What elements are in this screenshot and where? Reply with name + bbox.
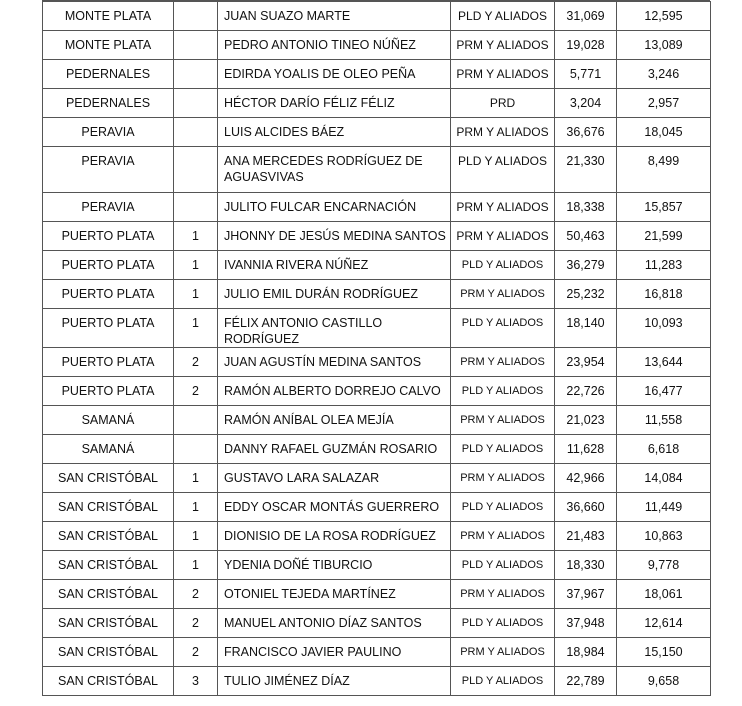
party-cell: PLD Y ALIADOS: [451, 309, 555, 348]
votes-candidate-cell: 5,771: [555, 60, 617, 89]
candidate-cell: DIONISIO DE LA ROSA RODRÍGUEZ: [218, 522, 451, 551]
province-cell: MONTE PLATA: [43, 31, 174, 60]
party-cell: PLD Y ALIADOS: [451, 493, 555, 522]
circunscription-cell: 1: [174, 251, 218, 280]
circunscription-cell: 1: [174, 280, 218, 309]
votes-other-cell: 14,084: [617, 464, 711, 493]
candidate-cell: JULITO FULCAR ENCARNACIÓN: [218, 193, 451, 222]
party-cell: PLD Y ALIADOS: [451, 2, 555, 31]
votes-other-cell: 11,449: [617, 493, 711, 522]
table-row: [43, 580, 711, 609]
votes-other-cell: 3,246: [617, 60, 711, 89]
votes-candidate-cell: 22,726: [555, 377, 617, 406]
province-cell: PUERTO PLATA: [43, 222, 174, 251]
party-cell: PRM Y ALIADOS: [451, 638, 555, 667]
votes-candidate-cell: 18,330: [555, 551, 617, 580]
table-row: [43, 280, 711, 309]
candidate-cell: EDIRDA YOALIS DE OLEO PEÑA: [218, 60, 451, 89]
table-row: [43, 464, 711, 493]
party-cell: PRM Y ALIADOS: [451, 118, 555, 147]
votes-candidate-cell: 11,628: [555, 435, 617, 464]
votes-other-cell: 16,818: [617, 280, 711, 309]
table-row: [43, 147, 711, 193]
votes-other-cell: 13,089: [617, 31, 711, 60]
table-row: [43, 609, 711, 638]
circunscription-cell: 2: [174, 377, 218, 406]
table-row: [43, 31, 711, 60]
party-cell: PLD Y ALIADOS: [451, 147, 555, 193]
circunscription-cell: [174, 31, 218, 60]
province-cell: SAN CRISTÓBAL: [43, 493, 174, 522]
votes-candidate-cell: 37,967: [555, 580, 617, 609]
votes-other-cell: 9,778: [617, 551, 711, 580]
votes-other-cell: 11,283: [617, 251, 711, 280]
candidate-cell: HÉCTOR DARÍO FÉLIZ FÉLIZ: [218, 89, 451, 118]
province-cell: MONTE PLATA: [43, 2, 174, 31]
province-cell: SAN CRISTÓBAL: [43, 551, 174, 580]
party-cell: PLD Y ALIADOS: [451, 435, 555, 464]
candidate-cell: ANA MERCEDES RODRÍGUEZ DE AGUASVIVAS: [218, 147, 451, 193]
candidate-cell: YDENIA DOÑÉ TIBURCIO: [218, 551, 451, 580]
circunscription-cell: 3: [174, 667, 218, 696]
votes-other-cell: 15,150: [617, 638, 711, 667]
votes-other-cell: 9,658: [617, 667, 711, 696]
province-cell: SAMANÁ: [43, 406, 174, 435]
votes-other-cell: 12,614: [617, 609, 711, 638]
votes-other-cell: 15,857: [617, 193, 711, 222]
circunscription-cell: 2: [174, 348, 218, 377]
province-cell: PUERTO PLATA: [43, 348, 174, 377]
province-cell: SAN CRISTÓBAL: [43, 464, 174, 493]
candidate-cell: PEDRO ANTONIO TINEO NÚÑEZ: [218, 31, 451, 60]
table-row: [43, 435, 711, 464]
votes-other-cell: 6,618: [617, 435, 711, 464]
candidate-cell: JULIO EMIL DURÁN RODRÍGUEZ: [218, 280, 451, 309]
results-table-body: [43, 2, 711, 696]
province-cell: PEDERNALES: [43, 60, 174, 89]
table-row: [43, 309, 711, 348]
party-cell: PRM Y ALIADOS: [451, 348, 555, 377]
votes-candidate-cell: 50,463: [555, 222, 617, 251]
candidate-cell: IVANNIA RIVERA NÚÑEZ: [218, 251, 451, 280]
circunscription-cell: [174, 118, 218, 147]
province-cell: PUERTO PLATA: [43, 251, 174, 280]
province-cell: SAN CRISTÓBAL: [43, 638, 174, 667]
election-results-table: [42, 1, 711, 696]
circunscription-cell: 2: [174, 609, 218, 638]
province-cell: PUERTO PLATA: [43, 309, 174, 348]
circunscription-cell: [174, 2, 218, 31]
table-row: [43, 638, 711, 667]
votes-candidate-cell: 37,948: [555, 609, 617, 638]
circunscription-cell: [174, 60, 218, 89]
candidate-cell: RAMÓN ANÍBAL OLEA MEJÍA: [218, 406, 451, 435]
candidate-cell: MANUEL ANTONIO DÍAZ SANTOS: [218, 609, 451, 638]
party-cell: PRM Y ALIADOS: [451, 522, 555, 551]
table-row: [43, 493, 711, 522]
table-row: [43, 551, 711, 580]
candidate-cell: LUIS ALCIDES BÁEZ: [218, 118, 451, 147]
party-cell: PRM Y ALIADOS: [451, 580, 555, 609]
province-cell: PERAVIA: [43, 147, 174, 193]
table-row: [43, 2, 711, 31]
votes-other-cell: 10,863: [617, 522, 711, 551]
votes-other-cell: 18,045: [617, 118, 711, 147]
candidate-cell: OTONIEL TEJEDA MARTÍNEZ: [218, 580, 451, 609]
party-cell: PLD Y ALIADOS: [451, 609, 555, 638]
circunscription-cell: 1: [174, 464, 218, 493]
votes-other-cell: 16,477: [617, 377, 711, 406]
province-cell: SAN CRISTÓBAL: [43, 667, 174, 696]
votes-candidate-cell: 21,330: [555, 147, 617, 193]
votes-other-cell: 18,061: [617, 580, 711, 609]
votes-candidate-cell: 21,023: [555, 406, 617, 435]
table-row: [43, 193, 711, 222]
province-cell: PUERTO PLATA: [43, 280, 174, 309]
candidate-cell: GUSTAVO LARA SALAZAR: [218, 464, 451, 493]
circunscription-cell: 1: [174, 309, 218, 348]
circunscription-cell: 2: [174, 580, 218, 609]
circunscription-cell: 1: [174, 551, 218, 580]
votes-other-cell: 12,595: [617, 2, 711, 31]
votes-candidate-cell: 19,028: [555, 31, 617, 60]
party-cell: PRM Y ALIADOS: [451, 280, 555, 309]
province-cell: PERAVIA: [43, 118, 174, 147]
votes-candidate-cell: 18,140: [555, 309, 617, 348]
province-cell: SAMANÁ: [43, 435, 174, 464]
circunscription-cell: 1: [174, 222, 218, 251]
party-cell: PRM Y ALIADOS: [451, 222, 555, 251]
table-row: [43, 118, 711, 147]
candidate-cell: EDDY OSCAR MONTÁS GUERRERO: [218, 493, 451, 522]
circunscription-cell: 1: [174, 493, 218, 522]
votes-candidate-cell: 42,966: [555, 464, 617, 493]
votes-candidate-cell: 36,676: [555, 118, 617, 147]
votes-candidate-cell: 18,984: [555, 638, 617, 667]
table-row: [43, 522, 711, 551]
province-cell: PUERTO PLATA: [43, 377, 174, 406]
table-row: [43, 348, 711, 377]
votes-candidate-cell: 36,660: [555, 493, 617, 522]
circunscription-cell: 2: [174, 638, 218, 667]
party-cell: PLD Y ALIADOS: [451, 377, 555, 406]
party-cell: PLD Y ALIADOS: [451, 667, 555, 696]
votes-candidate-cell: 21,483: [555, 522, 617, 551]
province-cell: PERAVIA: [43, 193, 174, 222]
circunscription-cell: [174, 147, 218, 193]
candidate-cell: JUAN SUAZO MARTE: [218, 2, 451, 31]
table-row: [43, 89, 711, 118]
votes-candidate-cell: 23,954: [555, 348, 617, 377]
province-cell: SAN CRISTÓBAL: [43, 522, 174, 551]
table-row: [43, 377, 711, 406]
party-cell: PRM Y ALIADOS: [451, 464, 555, 493]
candidate-cell: JUAN AGUSTÍN MEDINA SANTOS: [218, 348, 451, 377]
province-cell: SAN CRISTÓBAL: [43, 609, 174, 638]
votes-other-cell: 2,957: [617, 89, 711, 118]
candidate-cell: JHONNY DE JESÚS MEDINA SANTOS: [218, 222, 451, 251]
table-row: [43, 251, 711, 280]
party-cell: PLD Y ALIADOS: [451, 551, 555, 580]
votes-other-cell: 11,558: [617, 406, 711, 435]
circunscription-cell: [174, 406, 218, 435]
province-cell: PEDERNALES: [43, 89, 174, 118]
table-row: [43, 60, 711, 89]
party-cell: PRM Y ALIADOS: [451, 60, 555, 89]
votes-candidate-cell: 18,338: [555, 193, 617, 222]
candidate-cell: RAMÓN ALBERTO DORREJO CALVO: [218, 377, 451, 406]
votes-candidate-cell: 31,069: [555, 2, 617, 31]
table-row: [43, 222, 711, 251]
province-cell: SAN CRISTÓBAL: [43, 580, 174, 609]
candidate-cell: TULIO JIMÉNEZ DÍAZ: [218, 667, 451, 696]
votes-candidate-cell: 3,204: [555, 89, 617, 118]
votes-other-cell: 13,644: [617, 348, 711, 377]
votes-candidate-cell: 25,232: [555, 280, 617, 309]
circunscription-cell: [174, 435, 218, 464]
votes-other-cell: 21,599: [617, 222, 711, 251]
votes-other-cell: 10,093: [617, 309, 711, 348]
party-cell: PRM Y ALIADOS: [451, 193, 555, 222]
party-cell: PRM Y ALIADOS: [451, 31, 555, 60]
party-cell: PRM Y ALIADOS: [451, 406, 555, 435]
circunscription-cell: [174, 193, 218, 222]
party-cell: PLD Y ALIADOS: [451, 251, 555, 280]
candidate-cell: DANNY RAFAEL GUZMÁN ROSARIO: [218, 435, 451, 464]
votes-candidate-cell: 22,789: [555, 667, 617, 696]
table-row: [43, 667, 711, 696]
circunscription-cell: [174, 89, 218, 118]
candidate-cell: FÉLIX ANTONIO CASTILLO RODRÍGUEZ: [218, 309, 451, 348]
table-row: [43, 406, 711, 435]
party-cell: PRD: [451, 89, 555, 118]
votes-candidate-cell: 36,279: [555, 251, 617, 280]
circunscription-cell: 1: [174, 522, 218, 551]
votes-other-cell: 8,499: [617, 147, 711, 193]
candidate-cell: FRANCISCO JAVIER PAULINO: [218, 638, 451, 667]
